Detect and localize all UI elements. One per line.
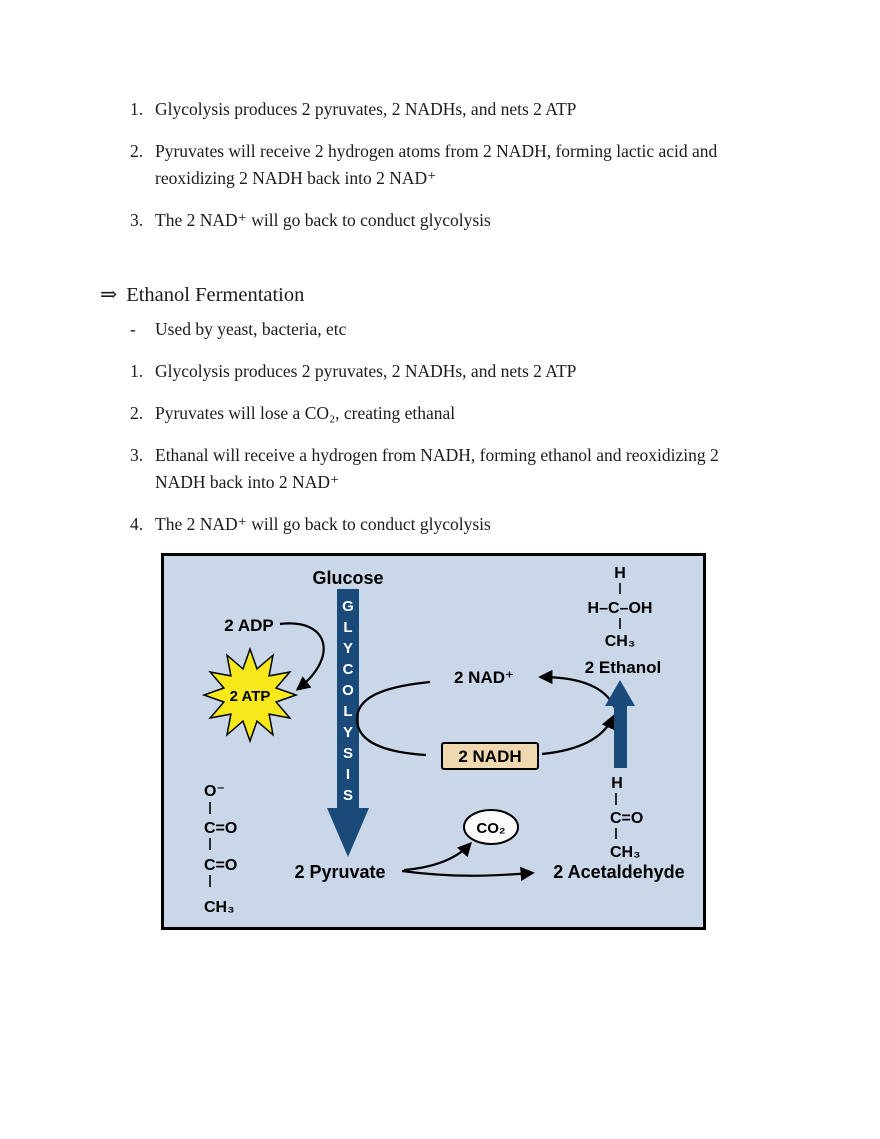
structure-line: CH₃ xyxy=(604,633,636,650)
glycolysis-letter: S xyxy=(342,745,354,762)
list-item-text: The 2 NAD⁺ will go back to conduct glycolysis xyxy=(155,514,491,534)
list-item xyxy=(130,358,880,385)
dash-bullet-item xyxy=(130,316,880,343)
list-item xyxy=(130,207,880,234)
list-item-text: Pyruvates will receive 2 hydrogen atoms from 2 NADH, forming lactic acid and reoxidizing 2 NADH back into 2 NAD⁺ xyxy=(155,141,718,188)
structure-line: O⁻ xyxy=(204,783,225,800)
bullet-text: Used by yeast, bacteria, etc xyxy=(155,319,347,339)
lactic-acid-steps-list xyxy=(130,96,880,234)
glycolysis-letter: Y xyxy=(342,640,354,657)
structure-line: H xyxy=(614,565,626,582)
co2-label: CO₂ xyxy=(476,820,506,837)
glycolysis-letter: C xyxy=(342,661,354,678)
ethanol-fermentation-diagram xyxy=(161,553,706,930)
glycolysis-letter: I xyxy=(345,766,351,783)
atp-label: 2 ATP xyxy=(229,688,271,705)
glycolysis-letter: L xyxy=(343,703,353,720)
structure-line: C=O xyxy=(204,820,238,837)
glucose-label: Glucose xyxy=(312,568,384,588)
list-item xyxy=(130,511,880,538)
list-item-text: Pyruvates will lose a CO₂, creating ethanal xyxy=(155,403,456,423)
list-item-number: 1. xyxy=(130,99,144,119)
glycolysis-letter: L xyxy=(343,619,353,636)
structure-line: H–C–OH xyxy=(587,600,653,617)
list-item-text: Glycolysis produces 2 pyruvates, 2 NADHs, and nets 2 ATP xyxy=(155,99,577,119)
heading-text: Ethanol Fermentation xyxy=(126,284,305,306)
list-item-number: 3. xyxy=(130,210,144,230)
structure-line: H xyxy=(611,775,623,792)
structure-line: CH₃ xyxy=(610,844,641,861)
list-item-number: 1. xyxy=(130,361,144,381)
structure-line: C=O xyxy=(204,857,238,874)
nad-label: 2 NAD⁺ xyxy=(454,668,514,687)
section-heading-ethanol-fermentation xyxy=(100,280,880,310)
list-item-text: The 2 NAD⁺ will go back to conduct glycolysis xyxy=(155,210,491,230)
structure-line: C=O xyxy=(610,810,644,827)
adp-label: 2 ADP xyxy=(224,616,274,635)
nadh-label: 2 NADH xyxy=(458,747,522,766)
acetaldehyde-label: 2 Acetaldehyde xyxy=(553,862,685,882)
list-item-text: Ethanal will receive a hydrogen from NADH, forming ethanol and reoxidizing 2 NADH back into 2 NAD⁺ xyxy=(155,445,719,492)
pyruvate-label: 2 Pyruvate xyxy=(294,862,386,882)
list-item xyxy=(130,400,880,427)
list-item-text: Glycolysis produces 2 pyruvates, 2 NADHs, and nets 2 ATP xyxy=(155,361,577,381)
list-item-number: 4. xyxy=(130,514,144,534)
list-item-number: 2. xyxy=(130,403,144,423)
structure-line: CH₃ xyxy=(204,899,235,916)
list-item xyxy=(130,138,880,192)
glycolysis-letter: G xyxy=(342,598,354,615)
ethanol-label: 2 Ethanol xyxy=(584,658,662,677)
list-item xyxy=(130,96,880,123)
list-item-number: 3. xyxy=(130,445,144,465)
list-item-number: 2. xyxy=(130,141,144,161)
dash-marker: - xyxy=(130,319,136,339)
double-arrow-glyph: ⇒ xyxy=(100,284,118,306)
list-item xyxy=(130,442,880,496)
glycolysis-letter: S xyxy=(342,787,354,804)
glycolysis-letter: Y xyxy=(342,724,354,741)
ethanol-fermentation-list xyxy=(130,316,880,538)
glycolysis-letter: O xyxy=(342,682,354,699)
